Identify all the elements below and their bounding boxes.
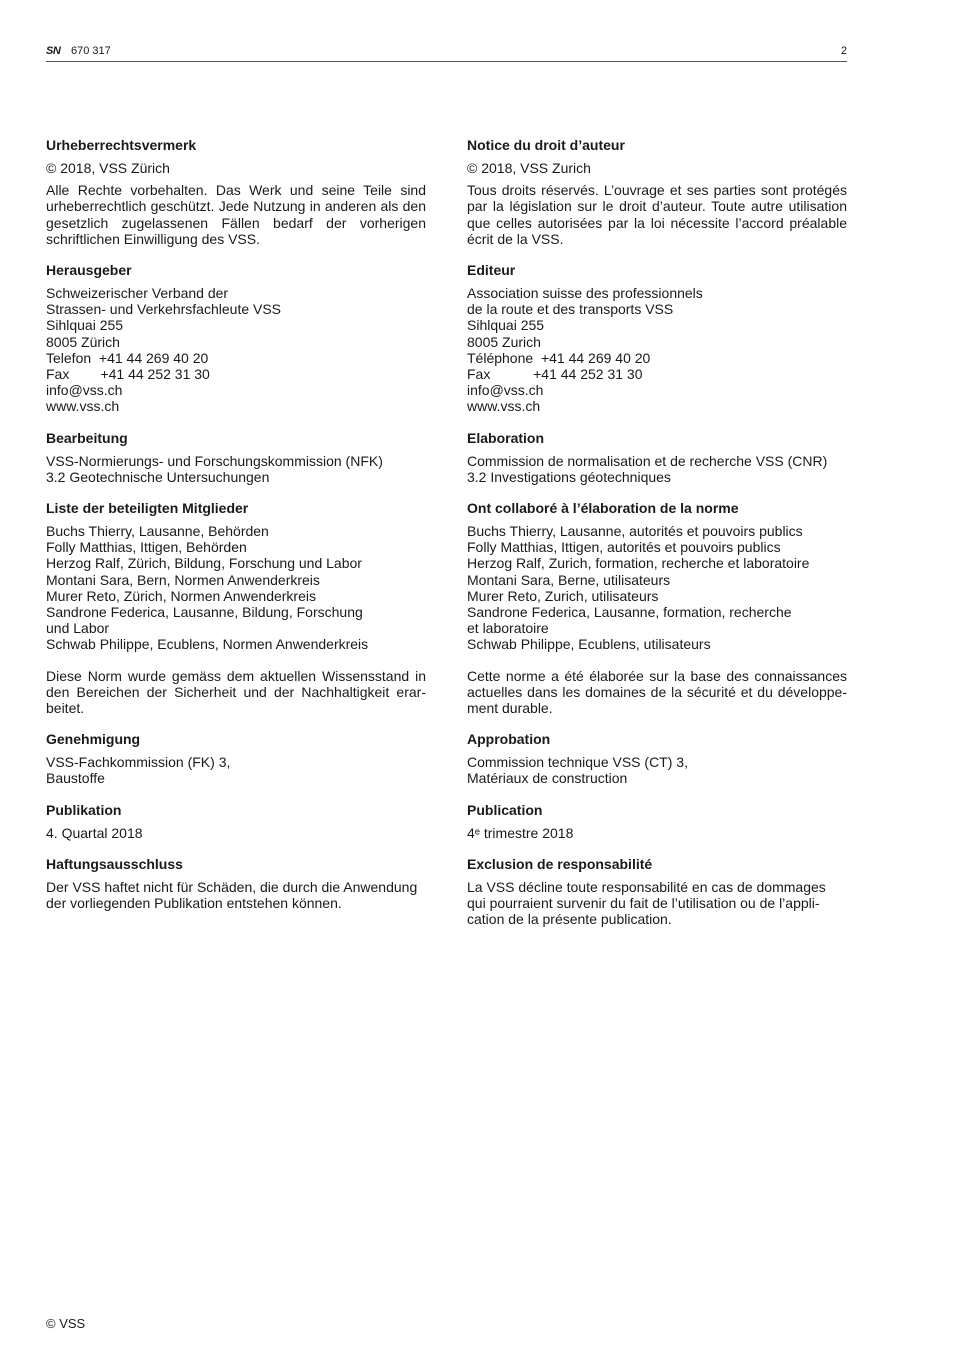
knowledge-note: Diese Norm wurde gemäss dem aktuellen Wissensstand in den Bereichen der Sicherheit und der Nachhaltigkeit erar-beitet.: [46, 667, 426, 717]
section-title: Notice du droit d’auteur: [467, 137, 625, 153]
publisher-section: [467, 262, 847, 415]
publication-text: 4ᵉ trimestre 2018: [467, 824, 574, 841]
member-line: Montani Sara, Bern, Normen Anwenderkreis: [46, 571, 320, 588]
liability-text: Der VSS haftet nicht für Schäden, die durch die Anwendung der vorliegenden Publikation entstehen können.: [46, 878, 418, 912]
publisher-line: Telefon +41 44 269 40 20: [46, 349, 209, 366]
copyright-line: © 2018, VSS Zurich: [467, 160, 591, 176]
publisher-section: [46, 262, 426, 415]
member-line: Folly Matthias, Ittigen, Behörden: [46, 539, 247, 556]
page-footer: © VSS: [46, 1316, 86, 1331]
editing-section: [46, 430, 426, 485]
members-section: [467, 500, 847, 653]
editing-line: 3.2 Geotechnische Untersuchungen: [46, 468, 270, 485]
publisher-line: Sihlquai 255: [467, 317, 545, 334]
member-line: und Labor: [46, 620, 110, 637]
publication-text: 4. Quartal 2018: [46, 824, 143, 841]
section-title: Elaboration: [467, 429, 545, 446]
member-line: Montani Sara, Berne, utilisateurs: [467, 571, 671, 588]
approval-line: Commission technique VSS (CT) 3,: [467, 754, 688, 771]
section-title: Haftungsausschluss: [46, 855, 183, 872]
section-title: Publication: [467, 801, 543, 818]
approval-line: Baustoffe: [46, 770, 105, 787]
section-title: Editeur: [467, 262, 516, 279]
right-column-french: [467, 137, 847, 943]
publisher-website: www.vss.ch: [46, 398, 120, 415]
section-title: Genehmigung: [46, 731, 141, 748]
section-title: Ont collaboré à l’élaboration de la norme: [467, 500, 739, 517]
member-line: Herzog Ralf, Zürich, Bildung, Forschung und Labor: [46, 555, 362, 572]
publisher-line: de la route et des transports VSS: [467, 301, 674, 318]
approval-line: Matériaux de construction: [467, 770, 628, 787]
copyright-text: Alle Rechte vorbehalten. Das Werk und seine Teile sind urheberrechtlich geschützt. Jede Nutzung in anderen als den gesetzlich zugelassenen Fällen bedarf der vorherigen schriftlichen Einwilligung des VSS.: [46, 182, 426, 247]
publisher-line: Association suisse des professionnels: [467, 285, 703, 302]
member-line: Herzog Ralf, Zurich, formation, recherche et laboratoire: [467, 555, 810, 572]
section-title: Herausgeber: [46, 262, 132, 279]
approval-section: [467, 731, 847, 786]
editing-line: Commission de normalisation et de recherche VSS (CNR): [467, 452, 828, 469]
editing-line: VSS-Normierungs- und Forschungskommission (NFK): [46, 452, 383, 469]
publication-section: [467, 802, 847, 841]
copyright-section: [467, 137, 847, 247]
member-line: Buchs Thierry, Lausanne, autorités et pouvoirs publics: [467, 523, 803, 540]
member-line: Murer Reto, Zurich, utilisateurs: [467, 587, 659, 604]
liability-section: [46, 856, 426, 911]
member-line: Sandrone Federica, Lausanne, Bildung, Forschung: [46, 604, 363, 621]
publisher-email: info@vss.ch: [467, 382, 544, 399]
liability-text: La VSS décline toute responsabilité en cas de dommages qui pourraient survenir du fait de l’utilisation ou de l’appli-cation de la présente publication.: [467, 878, 826, 928]
section-title: Bearbeitung: [46, 429, 128, 446]
member-line: Buchs Thierry, Lausanne, Behörden: [46, 523, 269, 540]
member-line: et laboratoire: [467, 620, 549, 637]
section-title: Liste der beteiligten Mitglieder: [46, 500, 249, 517]
publisher-line: Strassen- und Verkehrsfachleute VSS: [46, 301, 282, 318]
publisher-line: Fax +41 44 252 31 30: [46, 366, 210, 383]
section-title: Exclusion de responsabilité: [467, 855, 653, 872]
member-line: Folly Matthias, Ittigen, autorités et pouvoirs publics: [467, 539, 781, 556]
left-column-german: [46, 137, 426, 926]
publisher-line: Téléphone +41 44 269 40 20: [467, 349, 651, 366]
editing-section: [467, 430, 847, 485]
publisher-line: 8005 Zurich: [467, 333, 541, 350]
publisher-line: Sihlquai 255: [46, 317, 124, 334]
publisher-line: Fax +41 44 252 31 30: [467, 366, 643, 383]
member-line: Schwab Philippe, Ecublens, utilisateurs: [467, 636, 711, 653]
copyright-text: Tous droits réservés. L’ouvrage et ses parties sont protégés par la législation sur le droit d’auteur. Toute autre utilisation que celles autorisées par la loi nécessite l’accord préalable écrit de la VSS.: [467, 182, 847, 247]
members-section: [46, 500, 426, 653]
section-title: Publikation: [46, 801, 122, 818]
publication-section: [46, 802, 426, 841]
publisher-line: Schweizerischer Verband der: [46, 285, 229, 302]
document-number: 670 317: [71, 45, 111, 57]
sn-logo: SN: [46, 45, 61, 57]
section-title: Approbation: [467, 731, 551, 748]
page-number: 2: [840, 45, 847, 57]
member-line: Sandrone Federica, Lausanne, formation, recherche: [467, 604, 792, 621]
approval-line: VSS-Fachkommission (FK) 3,: [46, 754, 231, 771]
publisher-website: www.vss.ch: [467, 398, 541, 415]
member-line: Murer Reto, Zürich, Normen Anwenderkreis: [46, 587, 316, 604]
page-header: [46, 44, 847, 62]
knowledge-note: Cette norme a été élaborée sur la base des connaissances actuelles dans les domaines de la sécurité et du développe-ment durable.: [467, 667, 847, 717]
member-line: Schwab Philippe, Ecublens, Normen Anwenderkreis: [46, 636, 369, 653]
copyright-line: © 2018, VSS Zürich: [46, 160, 170, 176]
section-title: Urheberrechtsvermerk: [46, 137, 197, 153]
liability-section: [467, 856, 847, 928]
copyright-section: [46, 137, 426, 247]
approval-section: [46, 731, 426, 786]
editing-line: 3.2 Investigations géotechniques: [467, 468, 671, 485]
publisher-line: 8005 Zürich: [46, 333, 120, 350]
publisher-email: info@vss.ch: [46, 382, 123, 399]
